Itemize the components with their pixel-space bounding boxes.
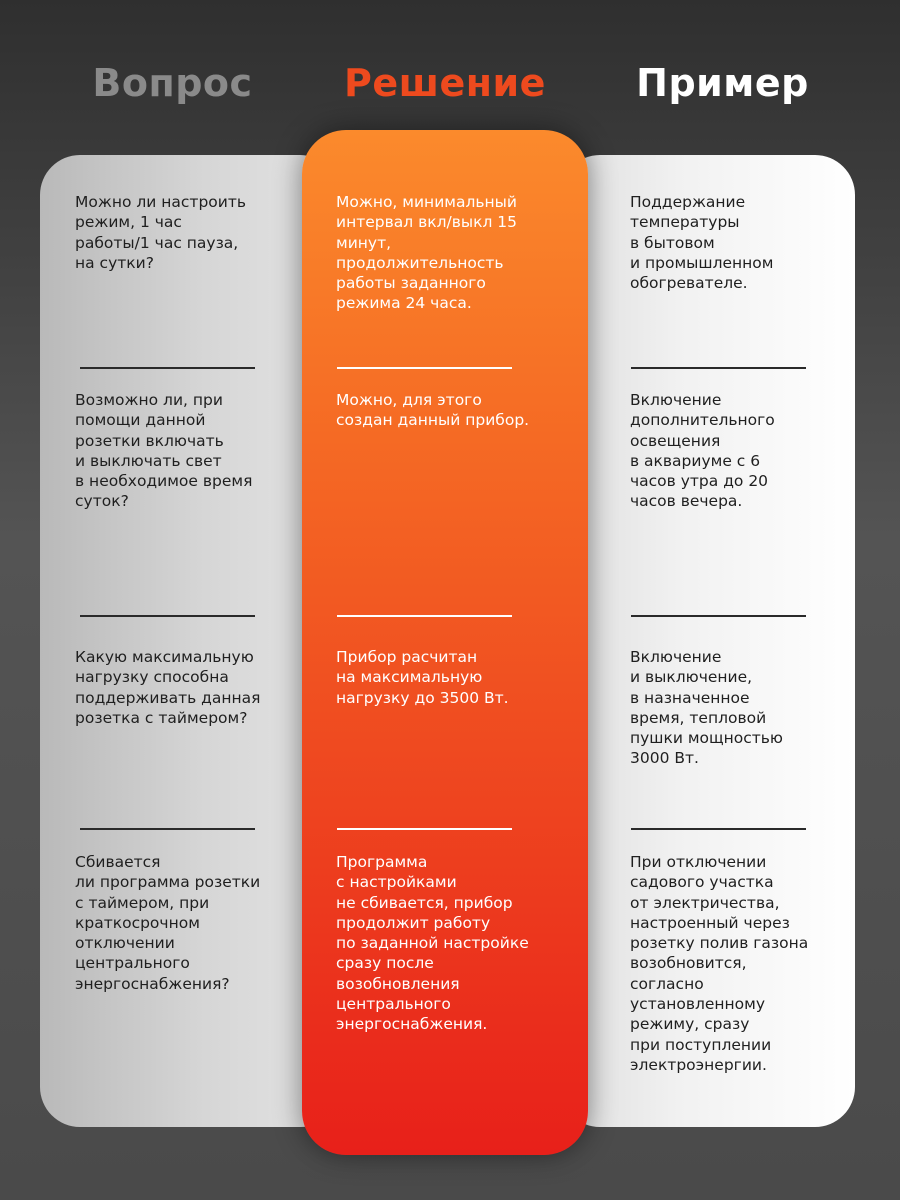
solution-divider (337, 367, 512, 369)
solution-4: Программа с настройками не сбивается, прибор продолжит работу по заданной настройке сразу после возобновления центрального энергоснабжения. (336, 853, 529, 1034)
example-divider (631, 367, 806, 369)
column-header-example: Пример (636, 61, 809, 105)
example-4: При отключении садового участка от электричества, настроенный через розетку полив газона возобновится, согласно установленному режиму, сразу при поступлении электроэнергии. (630, 853, 809, 1074)
question-2: Возможно ли, при помощи данной розетки включать и выключать свет в необходимое время суток? (75, 391, 253, 511)
question-divider (80, 615, 255, 617)
solution-divider (337, 615, 512, 617)
column-header-solution: Решение (344, 61, 546, 105)
example-divider (631, 828, 806, 830)
example-3: Включение и выключение, в назначенное время, тепловой пушки мощностью 3000 Вт. (630, 648, 783, 768)
question-1: Можно ли настроить режим, 1 час работы/1 час пауза, на сутки? (75, 193, 247, 272)
solution-divider (337, 828, 512, 830)
column-header-question: Вопрос (92, 61, 253, 105)
question-3: Какую максимальную нагрузку способна поддерживать данная розетка с таймером? (75, 648, 261, 727)
question-4: Сбивается ли программа розетки с таймером, при краткосрочном отключении центрального энергоснабжения? (75, 853, 261, 993)
question-divider (80, 367, 255, 369)
solution-2: Можно, для этого создан данный прибор. (336, 391, 530, 430)
solution-3: Прибор расчитан на максимальную нагрузку до 3500 Вт. (336, 648, 509, 707)
example-2: Включение дополнительного освещения в аквариуме с 6 часов утра до 20 часов вечера. (630, 391, 775, 511)
example-divider (631, 615, 806, 617)
example-1: Поддержание температуры в бытовом и промышленном обогревателе. (630, 193, 774, 293)
solution-1: Можно, минимальный интервал вкл/выкл 15 минут, продолжительность работы заданного режима 24 часа. (336, 193, 517, 313)
question-divider (80, 828, 255, 830)
